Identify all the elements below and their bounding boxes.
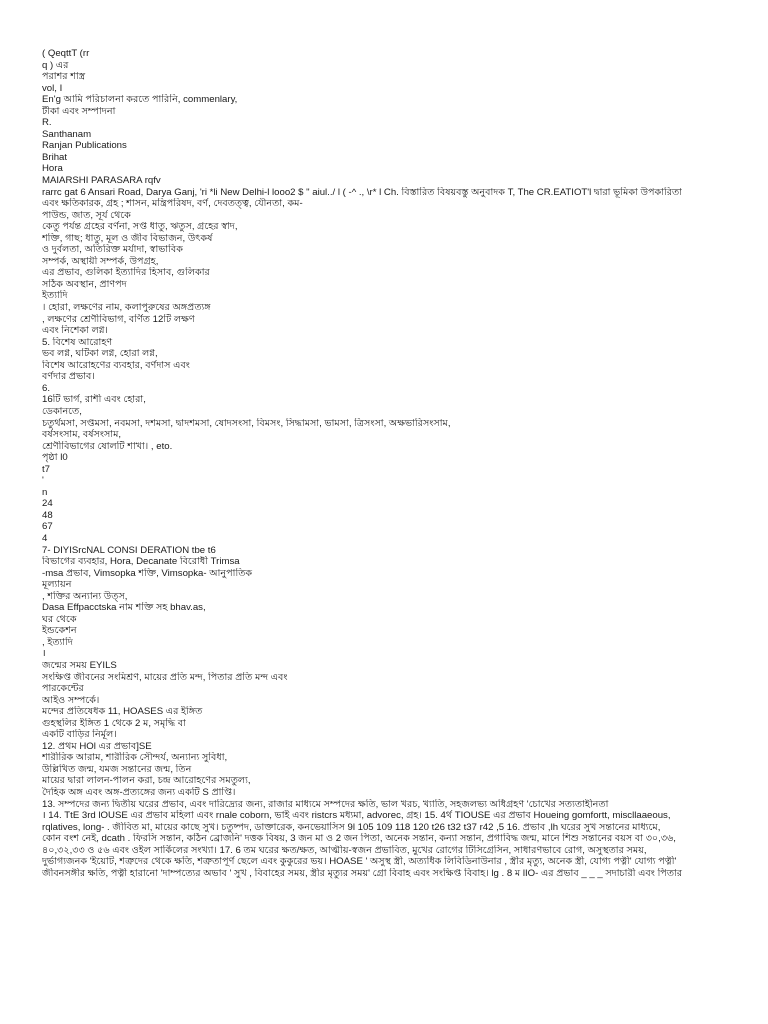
text-line: t7 (42, 463, 51, 475)
text-line: MAIARSHI PARASARA rqfv (42, 175, 161, 187)
text-line: 12. প্রথম HOl এর প্রভাব]SE (42, 740, 152, 752)
text-line: n (42, 486, 48, 498)
text-line: Hora (42, 163, 63, 175)
text-line: । হোরা, লক্ষণের নাম, কলাপুরুষের অঙ্গপ্রত্যঙ্গ (42, 302, 211, 314)
text-line: 67 (42, 521, 53, 533)
text-line: টীকা এবং সম্পাদনা (42, 105, 116, 117)
text-line: শক্তি, গাছ; ধাতু, মূল ও জীব বিভাজন, উৎকর্ষ (42, 232, 213, 244)
text-line: ডেকানতে, (42, 405, 82, 417)
text-line: vol, I (42, 82, 63, 94)
text-line: 7- DIYISrcNAL CONSI DERATION tbe t6 (42, 544, 216, 556)
text-line: 16টি ভার্গ, রাশী এবং হোরা, (42, 394, 146, 406)
text-line: জীবনসঙ্গীর ক্ষতি, পত্নী হারানো 'দাম্পত্যের অভাব ' সুখ , বিবাহের সময়, স্ত্রীর মৃত্যুর সময়' গ্রো বিবাহ এবং সংক্ষিপ্ত বিবাহ। lg . 8 ম lIO- এর প্রভাব _ _ _ সদাচারী এবং পিতার (42, 867, 683, 879)
text-line: আইও সম্পর্কে। (42, 694, 100, 706)
text-line: 13. সম্পদের জন্য দ্বিতীয় ঘরের প্রভাব, এবং দারিদ্র্যের জন্য, রাজার মাধ্যমে সম্পদের ক্ষতি, ভাল খরচ, খ্যাতি, সহজলভ্য অধিগ্রহণ 'চোখের সত্যতাহীনতা (42, 798, 609, 810)
text-line: । (42, 648, 46, 660)
text-line: শারীরিক আরাম, শারীরিক সৌন্দর্য, অন্যান্য সুবিধা, (42, 752, 228, 764)
text-line: 48 (42, 509, 53, 521)
text-line: সম্পর্ক, অস্থায়ী সম্পর্ক, উপগ্রহ, (42, 255, 159, 267)
text-line: এবং নিশেকা লগ্ন। (42, 325, 108, 337)
text-line: R. (42, 117, 52, 129)
text-line: 24 (42, 498, 53, 510)
text-line: rqlatives, long- . জীবিত মা, মায়ের কাছে সুখ। চতুষ্পদ, ডাক্তারেক, কনভেয়াসিস 9l 105 109 118 120 t26 t32 t37 r42 ,5 16. প্রভাব ,lh ঘরের সুখ সন্তানের মাধ্যমে, (42, 821, 661, 833)
text-line: বর্ষসংসাম, বর্ষসংসাম, (42, 429, 122, 441)
text-line: En'g আমি পরিচালনা করতে পারিনি, commenlary, (42, 94, 238, 106)
text-line: চতুর্থমসা, সপ্তমসা, নবমসা, দশমসা, দ্বাদশমসা, ষোদসংসা, বিমসং, সিদ্ধামসা, ভামসা, ত্রিসংসা, অক্ষভারিসংসাম, (42, 417, 451, 429)
text-line: , ইত্যাদি (42, 636, 73, 648)
text-line: Ranjan Publications (42, 140, 127, 152)
text-line: ৪০,৩২,৩৩ ও ৫৬ এবং ওইল সার্কিলের সংখ্যা। 17. 6 তম ঘরের ক্ষত/ক্ষত, আত্মীয়-স্বজন প্রভাবিত, মুখের রোগের টিসিগ্রেসিন, সাধারণভাবে রোগ, অসুস্থতার সময়, (42, 844, 647, 856)
text-line: এবং ক্ষতিকারক, গ্রহ ; শাসন, মন্ত্রিপরিষদ, বর্ণ, দেবতত্ত্ব, যৌনতা, কম- (42, 198, 303, 210)
text-line: দুর্ভাগ্যজনক 'ইয়োট, শত্রুদের থেকে ক্ষতি, শত্রুতাপূর্ণ ছেলে এবং কুকুরের ভয়। HOASE ' অসুস্থ স্ত্রী, অত্যধিক লিবিডিনাউনার , স্ত্রীর মৃত্যু, অনেক স্ত্রী, যোগ্য পত্নী' যোগ্য পত্নী' (42, 856, 677, 868)
document-page (42, 48, 742, 879)
text-line: ভব লগ্ন, ঘটিকা লগ্ন, হোরা লগ্ন, (42, 348, 158, 360)
text-line: বিভাগের ব্যবহার, Hora, Decanate বিরোধী Trimsa (42, 556, 240, 568)
text-line: একটি বাড়ির নির্মূল। (42, 729, 117, 741)
text-line: , শক্তির অন্যান্য উত্স, (42, 590, 128, 602)
text-line: বিশেষ আরোহণের ব্যবহার, বর্ণদাস এবং (42, 359, 190, 371)
text-line: ইন্ডকেশন (42, 625, 77, 637)
text-line: ( QeqttT (rr (42, 48, 90, 59)
text-line: সংক্ষিপ্ত জীবনের সংমিশ্রণ, মায়ের প্রতি মন্দ, পিতার প্রতি মন্দ এবং (42, 671, 288, 683)
text-line: এর প্রভাব, গুলিকা ইত্যাদির হিসাব, গুলিকার (42, 267, 210, 279)
text-line: মায়ের দ্বারা লালন-পালন করা, চন্দ্র আরোহণের সমতুল্য, (42, 775, 251, 787)
text-line: 5. বিশেষ আরোহণ (42, 336, 113, 348)
text-line: কেতু পর্যন্ত গ্রহের বর্ণনা, সপ্ত ধাতু, ঋতুস, গ্রহের স্বাদ, (42, 221, 238, 233)
text-line: q ) এর (42, 59, 69, 71)
text-line: ' (42, 475, 44, 487)
text-line: গুহস্থলির ইঙ্গিত 1 থেকে 2 ম, সমৃদ্ধি বা (42, 717, 186, 729)
text-line: পাউন্ড, জাত, সূর্য থেকে (42, 209, 131, 221)
text-line: -msa প্রভাব, Vimsopka শক্তি, Vimsopka- আনুপাতিক (42, 567, 253, 579)
text-line: , লক্ষণের শ্রেণীবিভাগ, বর্ণিত 12টি লক্ষণ (42, 313, 195, 325)
text-line: 4 (42, 532, 48, 544)
text-line: । 14. TtE 3rd lOUSE এর প্রভাব মহিলা এবং rnale coborn, ভাই এবং ristcrs মধ্যমা, advorec, গ্রহ। 15. 4র্থ TIOUSE এর প্রভাব Houeing gomfortt, miscllaaeous, (42, 810, 671, 822)
text-line: Dasa Effpacctska নাম শক্তি সহ bhav.as, (42, 602, 206, 614)
text-line: উল্লিখিত জন্ম, যমজ সন্তানের জন্ম, তিন (42, 763, 192, 775)
text-line: দৈহিক অঙ্গ এবং অঙ্গ-প্রত্যঙ্গের জন্য একটি S প্রাপ্তি। (42, 787, 236, 798)
text-line: পৃষ্ঠা l0 (42, 452, 68, 464)
text-line: পারকেন্টের (42, 683, 84, 695)
text-line: জন্মের সময় EYILS (42, 659, 117, 671)
text-line: মূল্যায়ন (42, 579, 72, 591)
text-line: বর্ণদার প্রভাব। (42, 371, 95, 383)
text-line: ইত্যাদি (42, 290, 68, 302)
text-line: rarrc gat 6 Ansari Road, Darya Ganj, 'ri *li New Delhi-l looo2 $ " aiul../ l ( -^ ., \r* l Ch. বিস্তারিত বিষয়বস্তু অনুবাদক T, The CR.EATIOT'l দ্বারা ভূমিকা উপকারিতা (42, 186, 682, 198)
text-line: মন্দের প্রতিষেধক 11, HOASES এর ইঙ্গিত (42, 706, 203, 718)
text-line: 6. (42, 382, 51, 394)
text-line: Brihat (42, 151, 68, 163)
text-line: সঠিক অবস্থান, প্রাণপদ (42, 278, 127, 290)
text-line: ও দুর্বলতা, অতিরিক্ত মর্যাদা, স্বাভাবিক (42, 244, 183, 256)
text-line: ঘর থেকে (42, 613, 77, 625)
text-line: শ্রেণীবিভাগের ষোলটি শাখা। , eto. (42, 440, 173, 452)
text-line: পরাশর শাস্ত্র (42, 71, 86, 83)
text-line: কোন বংশ নেই, dcath . ফিরসি সন্তান, কঠিন ব্রোজনি' দত্তক বিষয়, 3 জন মা ও 2 জন পিতা, অনেক সন্তান, কন্যা সন্তান, প্রগাবিদ্ধ জন্ম, মানে শিশু সন্তানের বয়স বা ৩০,৩৬, (42, 833, 676, 845)
text-line: Santhanam (42, 128, 92, 140)
